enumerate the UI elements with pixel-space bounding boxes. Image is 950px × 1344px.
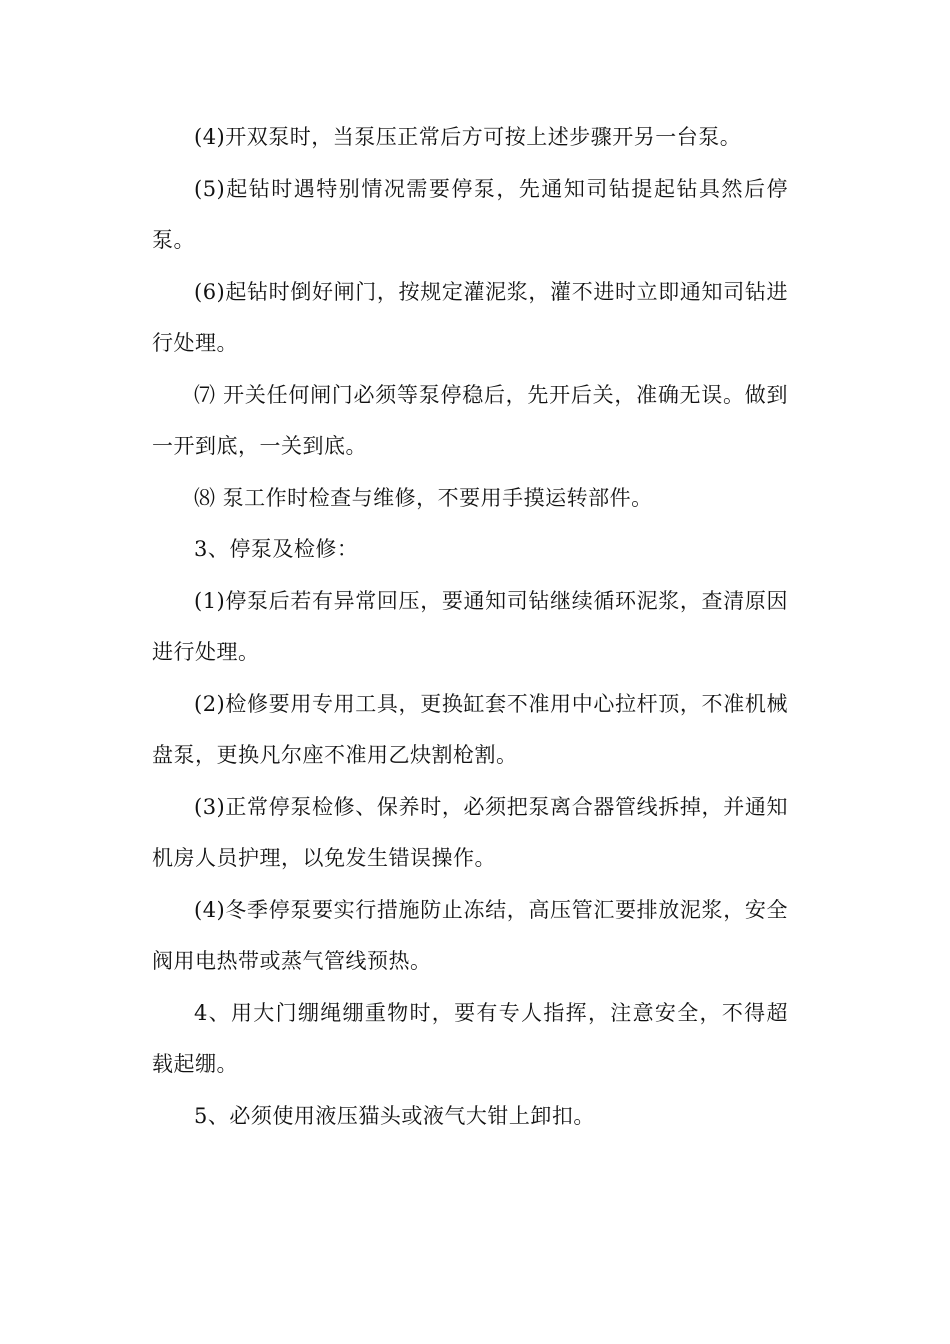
paragraph: (6)起钻时倒好闸门，按规定灌泥浆，灌不进时立即通知司钻进行处理。 [152, 279, 788, 355]
document-body [152, 112, 788, 1142]
paragraph: (4)冬季停泵要实行措施防止冻结，高压管汇要排放泥浆，安全阀用电热带或蒸气管线预热。 [152, 897, 788, 973]
paragraph: (2)检修要用专用工具，更换缸套不准用中心拉杆顶，不准机械盘泵，更换凡尔座不准用乙炔割枪割。 [152, 691, 788, 767]
section-heading: 3、停泵及检修： [194, 537, 359, 561]
paragraph: (5)起钻时遇特别情况需要停泵，先通知司钻提起钻具然后停泵。 [152, 176, 788, 252]
paragraph: ⑻ 泵工作时检查与维修，不要用手摸运转部件。 [194, 485, 653, 510]
paragraph: (1)停泵后若有异常回压，要通知司钻继续循环泥浆，查清原因进行处理。 [152, 588, 788, 664]
paragraph: (4)开双泵时，当泵压正常后方可按上述步骤开另一台泵。 [194, 125, 742, 149]
paragraph: 5、必须使用液压猫头或液气大钳上卸扣。 [194, 1103, 595, 1128]
paragraph: ⑺ 开关任何闸门必须等泵停稳后，先开后关，准确无误。做到一开到底，一关到底。 [152, 382, 788, 458]
paragraph: 4、用大门绷绳绷重物时，要有专人指挥，注意安全，不得超载起绷。 [152, 1000, 788, 1076]
paragraph: (3)正常停泵检修、保养时，必须把泵离合器管线拆掉，并通知机房人员护理，以免发生错误操作。 [152, 794, 788, 870]
